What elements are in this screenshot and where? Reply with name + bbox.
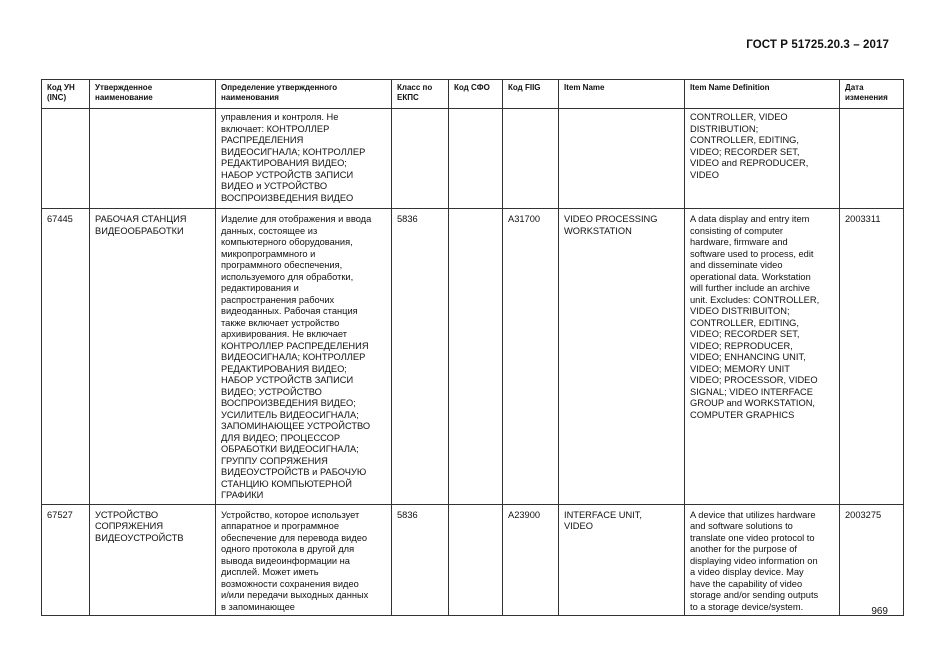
column-header-class: Класс по ЕКПС [392, 80, 449, 109]
cell-definition-ru: Изделие для отображения и ввода данных, состоящее из компьютерного оборудования, микропрограммного и программного обеспечения, используемого для обработки, редактирования и распространения рабочих видеоданных. Рабочая станция также включает устройство архивирования. Не включает КОНТРОЛЛЕР РАСПРЕДЕЛЕНИЯ ВИДЕОСИГНАЛА; КОНТРОЛЛЕР РЕДАКТИРОВАНИЯ ВИДЕО; НАБОР УСТРОЙСТВ ЗАПИСИ ВИДЕО; УСТРОЙСТВО ВОСПРОИЗВЕДЕНИЯ ВИДЕО; УСИЛИТЕЛЬ ВИДЕОСИГНАЛА; ЗАПОМИНАЮЩЕЕ УСТРОЙСТВО ДЛЯ ВИДЕО; ПРОЦЕССОР ОБРАБОТКИ ВИДЕОСИГНАЛА; ГРУППУ СОПРЯЖЕНИЯ ВИДЕОУСТРОЙСТВ и РАБОЧУЮ СТАНЦИЮ КОМПЬЮТЕРНОЙ ГРАФИКИ [216, 209, 392, 505]
cell-date: 2003311 [840, 209, 904, 505]
table-header-row [42, 80, 904, 109]
item-name-table [41, 79, 904, 616]
cell-inc [42, 109, 90, 209]
cell-sfo [449, 209, 503, 505]
column-header-inc: Код УН (INC) [42, 80, 90, 109]
cell-item-definition: CONTROLLER, VIDEO DISTRIBUTION; CONTROLLER, EDITING, VIDEO; RECORDER SET, VIDEO and REPRODUCER, VIDEO [685, 109, 840, 209]
cell-item-name: INTERFACE UNIT, VIDEO [559, 504, 685, 616]
document-header: ГОСТ Р 51725.20.3 – 2017 [746, 39, 889, 51]
cell-item-definition: A data display and entry item consisting of computer hardware, firmware and software used to process, edit and disseminate video operational data. Workstation will further include an archive unit. Excludes: CONTROLLER, VIDEO DISTRIBUITON; CONTROLLER, EDITING, VIDEO; RECORDER SET, VIDEO; REPRODUCER, VIDEO; ENHANCING UNIT, VIDEO; MEMORY UNIT VIDEO; PROCESSOR, VIDEO SIGNAL; VIDEO INTERFACE GROUP and WORKSTATION, COMPUTER GRAPHICS [685, 209, 840, 505]
cell-inc: 67527 [42, 504, 90, 616]
cell-sfo [449, 109, 503, 209]
cell-definition-ru: Устройство, которое использует аппаратное и программное обеспечение для перевода видео одного протокола в другой для вывода видеоинформации на дисплей. Может иметь возможности сохранения видео и/или передачи выходных данных в запоминающее [216, 504, 392, 616]
column-header-sfo: Код СФО [449, 80, 503, 109]
cell-item-name: VIDEO PROCESSING WORKSTATION [559, 209, 685, 505]
cell-approved-name [90, 109, 216, 209]
cell-approved-name: РАБОЧАЯ СТАНЦИЯ ВИДЕООБРАБОТКИ [90, 209, 216, 505]
cell-date: 2003275 [840, 504, 904, 616]
cell-sfo [449, 504, 503, 616]
cell-fiig: A31700 [503, 209, 559, 505]
cell-class: 5836 [392, 504, 449, 616]
table-row [42, 209, 904, 505]
cell-class [392, 109, 449, 209]
cell-date [840, 109, 904, 209]
column-header-item-definition: Item Name Definition [685, 80, 840, 109]
cell-inc: 67445 [42, 209, 90, 505]
cell-definition-ru: управления и контроля. Не включает: КОНТРОЛЛЕР РАСПРЕДЕЛЕНИЯ ВИДЕОСИГНАЛА; КОНТРОЛЛЕР РЕДАКТИРОВАНИЯ ВИДЕО; НАБОР УСТРОЙСТВ ЗАПИСИ ВИДЕО и УСТРОЙСТВО ВОСПРОИЗВЕДЕНИЯ ВИДЕО [216, 109, 392, 209]
cell-fiig: A23900 [503, 504, 559, 616]
column-header-item-name: Item Name [559, 80, 685, 109]
cell-item-definition: A device that utilizes hardware and software solutions to translate one video protocol to another for the purpose of displaying video information on a video display device. May have the capability of video storage and/or sending outputs to a storage device/system. [685, 504, 840, 616]
page-number: 969 [871, 606, 888, 617]
cell-class: 5836 [392, 209, 449, 505]
column-header-approved-name: Утвержденное наименование [90, 80, 216, 109]
column-header-fiig: Код FIIG [503, 80, 559, 109]
table-row [42, 109, 904, 209]
column-header-definition-ru: Определение утвержденного наименования [216, 80, 392, 109]
column-header-date: Дата изменения [840, 80, 904, 109]
cell-approved-name: УСТРОЙСТВО СОПРЯЖЕНИЯ ВИДЕОУСТРОЙСТВ [90, 504, 216, 616]
cell-fiig [503, 109, 559, 209]
table-row [42, 504, 904, 616]
cell-item-name [559, 109, 685, 209]
